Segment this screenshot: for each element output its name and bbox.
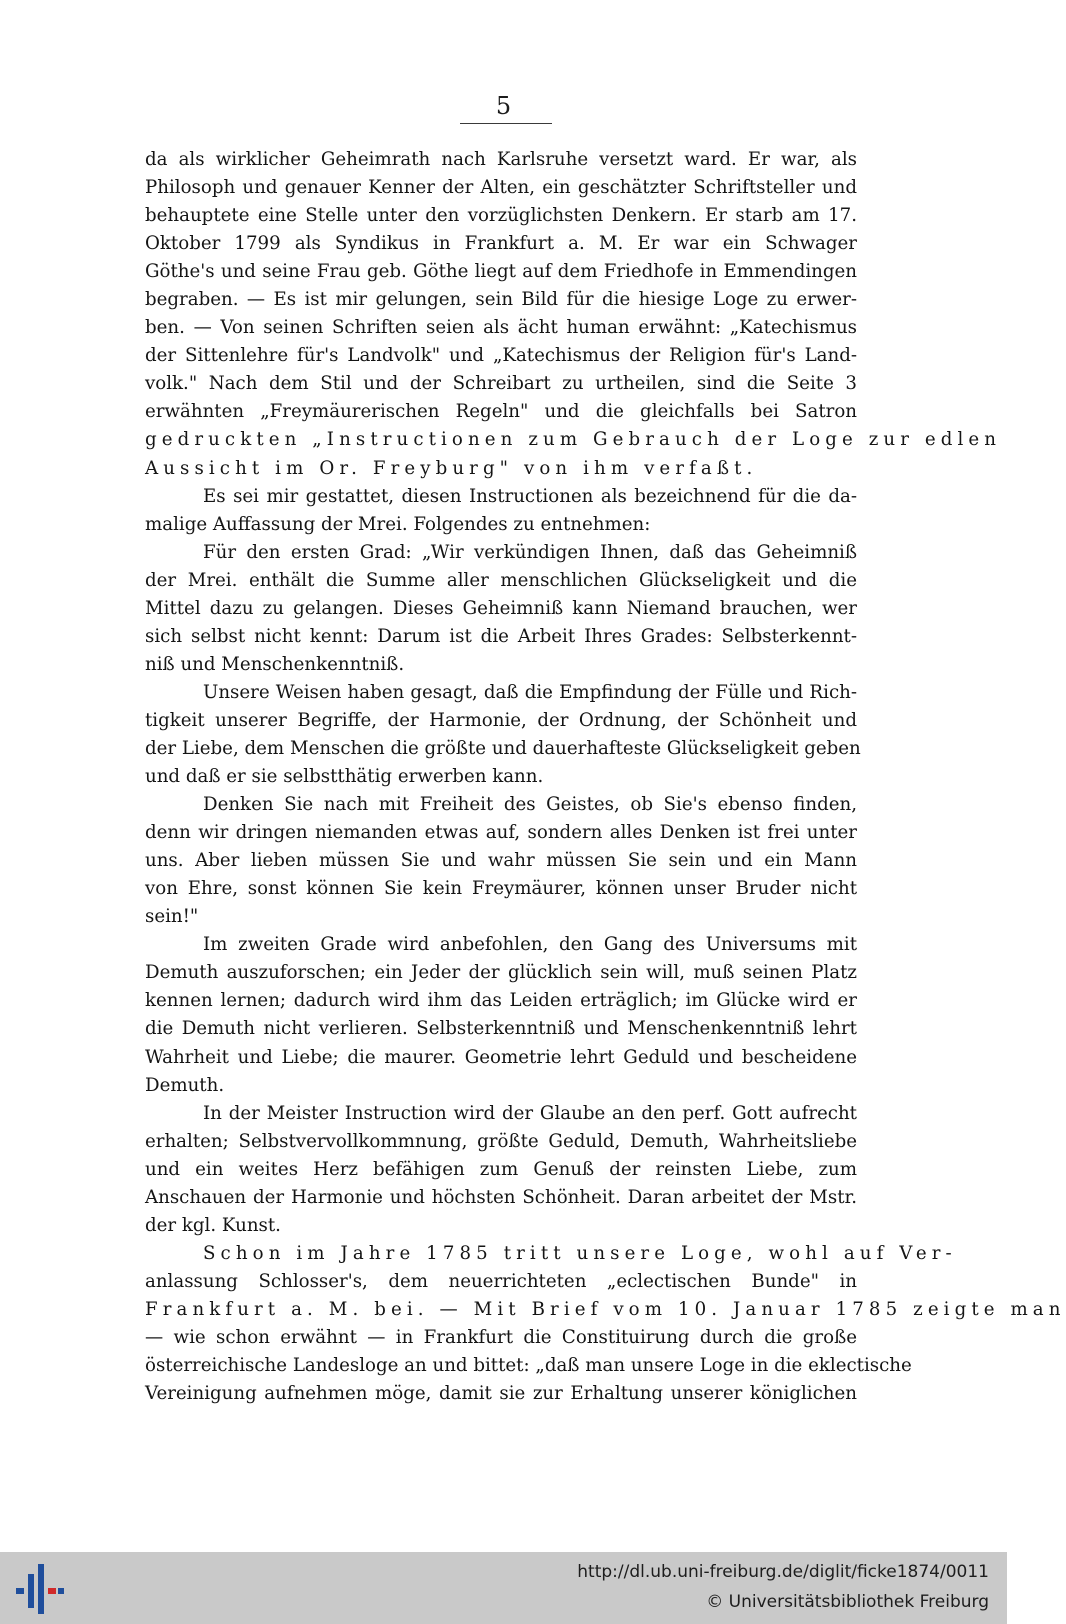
text-line: Göthe's und seine Frau geb. Göthe liegt auf dem Friedhofe in Emmendingen (145, 261, 857, 283)
text-line: die Demuth nicht verlieren. Selbsterkenntniß und Menschenkenntniß lehrt (145, 1018, 857, 1040)
text-line: anlassung Schlosser's, dem neuerrichteten „eclectischen Bunde" in (145, 1270, 857, 1292)
text-line: volk." Nach dem Stil und der Schreibart zu urtheilen, sind die Seite 3 (145, 373, 857, 395)
text-line: Philosoph und genauer Kenner der Alten, ein geschätzter Schriftsteller und (145, 177, 857, 199)
text-line: Demuth auszuforschen; ein Jeder der glücklich sein will, muß seinen Platz (145, 962, 857, 984)
text-line: denn wir dringen niemanden etwas auf, sondern alles Denken ist frei unter (145, 822, 857, 844)
text-line: Wahrheit und Liebe; die maurer. Geometrie lehrt Geduld und bescheidene (145, 1046, 857, 1068)
text-line: von Ehre, sonst können Sie kein Freymäurer, können unser Bruder nicht (145, 878, 857, 900)
text-line: behauptete eine Stelle unter den vorzüglichsten Denkern. Er starb am 17. (145, 205, 857, 227)
text-line: Mittel dazu zu gelangen. Dieses Geheimniß kann Niemand brauchen, wer (145, 597, 857, 619)
text-line: der Sittenlehre für's Landvolk" und „Katechismus der Religion für's Land- (145, 345, 857, 367)
text-line: und daß er sie selbstthätig erwerben kann. (145, 766, 544, 788)
text-line: Oktober 1799 als Syndikus in Frankfurt a. M. Er war ein Schwager (145, 233, 857, 255)
page-text-body (145, 146, 1066, 1408)
text-line: tigkeit unserer Begriffe, der Harmonie, der Ordnung, der Schönheit und (145, 709, 857, 731)
text-line: Frankfurt a. M. bei. — Mit Brief vom 10. Januar 1785 zeigte man (145, 1298, 1066, 1320)
text-line: Im zweiten Grade wird anbefohlen, den Gang des Universums mit (203, 934, 857, 956)
text-line: Demuth. (145, 1074, 225, 1096)
text-line: Unsere Weisen haben gesagt, daß die Empfindung der Fülle und Rich- (203, 681, 857, 703)
text-line: Anschauen der Harmonie und höchsten Schönheit. Daran arbeitet der Mstr. (145, 1186, 857, 1208)
text-line: Denken Sie nach mit Freiheit des Geistes, ob Sie's ebenso finden, (203, 794, 857, 816)
text-line: gedruckten „Instructionen zum Gebrauch der Loge zur edlen (145, 429, 1002, 451)
text-line: sein!" (145, 906, 199, 928)
ub-freiburg-logo-icon[interactable] (14, 1560, 66, 1618)
text-line: Schon im Jahre 1785 tritt unsere Loge, wohl auf Ver- (203, 1242, 957, 1264)
page-number-rule (460, 123, 552, 124)
text-line: kennen lernen; dadurch wird ihm das Leiden erträglich; im Glücke wird er (145, 990, 857, 1012)
viewer-footer (0, 1552, 1007, 1624)
text-line: Vereinigung aufnehmen möge, damit sie zur Erhaltung unserer königlichen (145, 1383, 857, 1405)
text-line: der Liebe, dem Menschen die größte und dauerhafteste Glückseligkeit geben (145, 737, 861, 759)
text-line: uns. Aber lieben müssen Sie und wahr müssen Sie sein und ein Mann (145, 850, 857, 872)
text-line: erwähnten „Freymäurerischen Regeln" und die gleichfalls bei Satron (145, 401, 857, 423)
text-line: Für den ersten Grad: „Wir verkündigen Ihnen, daß das Geheimniß (203, 541, 857, 563)
text-line: niß und Menschenkenntniß. (145, 653, 405, 675)
text-line: der Mrei. enthält die Summe aller menschlichen Glückseligkeit und die (145, 569, 857, 591)
copyright-notice: © Universitätsbibliothek Freiburg (706, 1592, 989, 1612)
text-line: und ein weites Herz befähigen zum Genuß der reinsten Liebe, zum (145, 1158, 857, 1180)
text-line: erhalten; Selbstvervollkommnung, größte Geduld, Demuth, Wahrheitsliebe (145, 1130, 857, 1152)
permalink-url[interactable]: http://dl.ub.uni-freiburg.de/diglit/ficke1874/0011 (577, 1562, 989, 1582)
text-line: Es sei mir gestattet, diesen Instructionen als bezeichnend für die da- (203, 485, 857, 507)
text-line: sich selbst nicht kennt: Darum ist die Arbeit Ihres Grades: Selbsterkennt- (145, 625, 857, 647)
text-line: ben. — Von seinen Schriften seien als ächt human erwähnt: „Katechismus (145, 317, 857, 339)
text-line: begraben. — Es ist mir gelungen, sein Bild für die hiesige Loge zu erwer- (145, 289, 857, 311)
text-line: — wie schon erwähnt — in Frankfurt die Constituirung durch die große (145, 1326, 857, 1348)
text-line: Aussicht im Or. Freyburg" von ihm verfaßt. (145, 457, 758, 479)
text-line: da als wirklicher Geheimrath nach Karlsruhe versetzt ward. Er war, als (145, 149, 857, 170)
text-line: malige Auffassung der Mrei. Folgendes zu entnehmen: (145, 513, 651, 535)
page-number: 5 (495, 92, 512, 120)
text-line: österreichische Landesloge an und bittet: „daß man unsere Loge in die eklectische (145, 1355, 912, 1377)
text-line: In der Meister Instruction wird der Glaube an den perf. Gott aufrecht (203, 1102, 857, 1124)
text-line: der kgl. Kunst. (145, 1214, 281, 1236)
